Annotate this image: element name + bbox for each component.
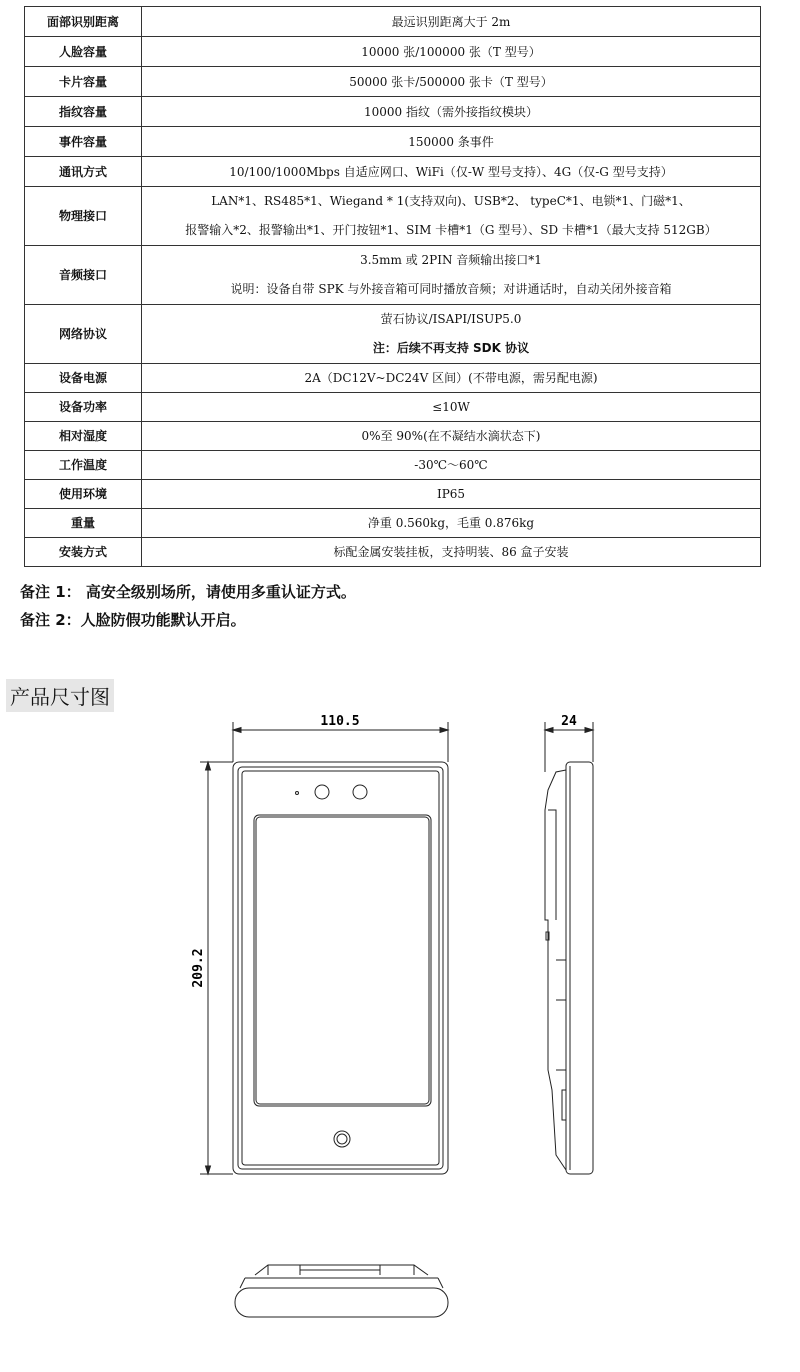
spec-row-power-supply [25, 364, 761, 393]
front-view [233, 762, 448, 1174]
bottom-view [235, 1265, 448, 1317]
spec-value-note: 注：后续不再支持 SDK 协议 [372, 341, 530, 355]
spec-row-face-capacity [25, 37, 761, 67]
side-view [545, 762, 593, 1174]
spec-row-card-capacity [25, 67, 761, 97]
spec-key: 重量 [25, 509, 142, 538]
spec-value [142, 305, 761, 364]
spec-key: 面部识别距离 [25, 7, 142, 37]
spec-value-line: 报警输入*2、报警输出*1、开门按钮*1、SIM 卡槽*1（G 型号）、SD 卡槽*1（最大支持 512GB） [185, 223, 717, 237]
spec-value-line: 说明：设备自带 SPK 与外接音箱可同时播放音频；对讲通话时，自动关闭外接音箱 [230, 282, 672, 296]
spec-value-line: LAN*1、RS485*1、Wiegand * 1(支持双向)、USB*2、 typeC*1、电锁*1、门磁*1、 [211, 194, 691, 208]
spec-key: 设备功率 [25, 393, 142, 422]
spec-row-humidity [25, 422, 761, 451]
spec-key: 网络协议 [25, 305, 142, 364]
spec-row-fingerprint-capacity [25, 97, 761, 127]
spec-value-line: 萤石协议/ISAPI/ISUP5.0 [380, 312, 522, 326]
spec-row-audio-interface [25, 246, 761, 305]
spec-row-installation [25, 538, 761, 567]
spec-table [24, 6, 761, 567]
note-1: 备注 1： 高安全级别场所，请使用多重认证方式。 [20, 583, 356, 601]
depth-dimension [545, 722, 593, 772]
spec-value: -30℃～60℃ [142, 451, 761, 480]
spec-value: 0%至 90%(在不凝结水滴状态下) [142, 422, 761, 451]
spec-row-temperature [25, 451, 761, 480]
spec-row-communication [25, 157, 761, 187]
spec-row-physical-interface [25, 187, 761, 246]
spec-value: IP65 [142, 480, 761, 509]
spec-row-network-protocol [25, 305, 761, 364]
spec-row-event-capacity [25, 127, 761, 157]
spec-row-power-consumption [25, 393, 761, 422]
spec-value: 2A（DC12V~DC24V 区间）(不带电源，需另配电源) [142, 364, 761, 393]
spec-row-recognition-distance [25, 7, 761, 37]
spec-key: 设备电源 [25, 364, 142, 393]
spec-value: 净重 0.560kg，毛重 0.876kg [142, 509, 761, 538]
spec-key: 物理接口 [25, 187, 142, 246]
spec-value [142, 246, 761, 305]
dimension-drawing [0, 700, 800, 1360]
dim-width-label: 110.5 [320, 714, 360, 729]
spec-key: 指纹容量 [25, 97, 142, 127]
note-2: 备注 2：人脸防假功能默认开启。 [20, 611, 246, 629]
spec-key: 通讯方式 [25, 157, 142, 187]
spec-value: 10000 张/100000 张（T 型号） [142, 37, 761, 67]
dim-depth-label: 24 [561, 714, 577, 729]
spec-key: 相对湿度 [25, 422, 142, 451]
spec-value: 标配金属安装挂板，支持明装、86 盒子安装 [142, 538, 761, 567]
spec-row-weight [25, 509, 761, 538]
spec-key: 工作温度 [25, 451, 142, 480]
spec-value: 最远识别距离大于 2m [142, 7, 761, 37]
spec-key: 事件容量 [25, 127, 142, 157]
dim-height-label: 209.2 [191, 948, 206, 988]
spec-value: 150000 条事件 [142, 127, 761, 157]
section-title: 产品尺寸图 [6, 679, 114, 712]
spec-key: 安装方式 [25, 538, 142, 567]
spec-value: 10000 指纹（需外接指纹模块） [142, 97, 761, 127]
spec-key: 音频接口 [25, 246, 142, 305]
spec-key: 使用环境 [25, 480, 142, 509]
spec-value: 50000 张卡/500000 张卡（T 型号） [142, 67, 761, 97]
spec-key: 卡片容量 [25, 67, 142, 97]
spec-value-line: 3.5mm 或 2PIN 音频输出接口*1 [360, 253, 542, 267]
spec-value: 10/100/1000Mbps 自适应网口、WiFi（仅-W 型号支持）、4G（仅-G 型号支持） [142, 157, 761, 187]
spec-row-environment [25, 480, 761, 509]
spec-value: ≤10W [142, 393, 761, 422]
spec-value [142, 187, 761, 246]
spec-key: 人脸容量 [25, 37, 142, 67]
